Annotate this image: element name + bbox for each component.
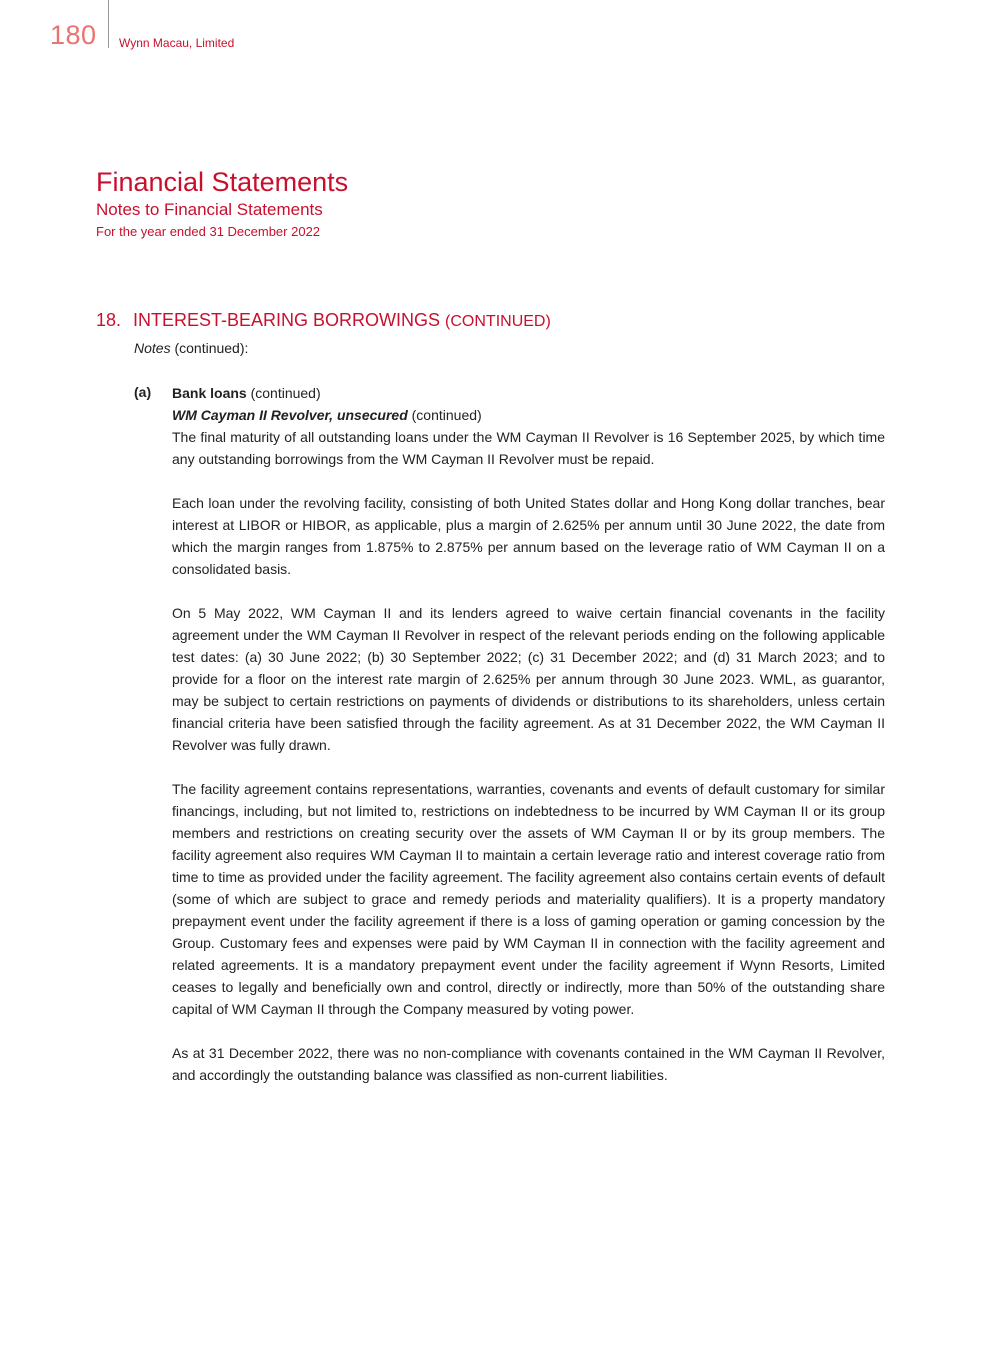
notes-label: Notes (134, 340, 171, 356)
item-subheading (172, 404, 885, 426)
page-number: 180 (50, 20, 97, 50)
item-heading-suffix: (continued) (250, 385, 321, 401)
title-block (96, 166, 348, 241)
item-subheading-suffix: (continued) (411, 407, 482, 423)
page-title: Financial Statements (96, 167, 349, 197)
note-content (172, 382, 885, 1108)
paragraph-waiver: On 5 May 2022, WM Cayman II and its lenders agreed to waive certain financial covenants in the facility agreement under the WM Cayman II Revolver in respect of the relevant periods ending on the following applicable test dates: (a) 30 June 2022; (b) 30 September 2022; (c) 31 December 2022; and (d) 31 March 2023; and to provide for a floor on the interest rate margin of 2.625% per annum through 30 June 2023. WML, as guarantor, may be subject to certain restrictions on payments of dividends or distributions to its shareholders, unless certain financial criteria have been satisfied through the facility agreement. As at 31 December 2022, the WM Cayman II Revolver was fully drawn. (172, 605, 885, 753)
section-title: INTEREST-BEARING BORROWINGS (133, 310, 441, 330)
section-number: 18. (96, 310, 122, 330)
notes-suffix: (continued): (174, 340, 249, 356)
header-divider (108, 0, 109, 48)
item-label: (a) (134, 384, 152, 400)
paragraph-interest: Each loan under the revolving facility, consisting of both United States dollar and Hong Kong dollar tranches, bear interest at LIBOR or HIBOR, as applicable, plus a margin of 2.625% per annum until 30 June 2022, the date from which the margin ranges from 1.875% to 2.875% per annum based on the leverage ratio of WM Cayman II on a consolidated basis. (172, 495, 885, 577)
paragraph-compliance: As at 31 December 2022, there was no non-compliance with covenants contained in the WM Cayman II Revolver, and accordingly the outstanding balance was classified as non-current liabilities. (172, 1045, 885, 1083)
paragraph-covenants: The facility agreement contains representations, warranties, covenants and events of default customary for similar financings, including, but not limited to, restrictions on indebtedness to be incurred by WM Cayman II or its group members and restrictions on creating security over the assets of WM Cayman II or by its group members. The facility agreement also requires WM Cayman II to maintain a certain leverage ratio and interest coverage ratio from time to time as provided under the facility agreement. The facility agreement also contains certain events of default (some of which are subject to grace and remedy periods and materiality qualifiers). It is a property mandatory prepayment event under the facility agreement if there is a loss of gaming operation or gaming concession by the Group. Customary fees and expenses were paid by WM Cayman II in connection with the facility agreement and related agreements. It is a mandatory prepayment event under the facility agreement if Wynn Resorts, Limited ceases to legally and beneficially own and control, directly or indirectly, more than 50% of the outstanding share capital of WM Cayman II through the Company measured by voting power. (172, 781, 885, 1017)
company-name: Wynn Macau, Limited (119, 36, 235, 50)
item-heading (172, 382, 885, 404)
section-heading (96, 310, 551, 331)
paragraph-maturity: The final maturity of all outstanding loans under the WM Cayman II Revolver is 16 September 2025, by which time any outstanding borrowings from the WM Cayman II Revolver must be repaid. (172, 429, 885, 467)
reporting-period: For the year ended 31 December 2022 (96, 224, 321, 239)
page-subtitle: Notes to Financial Statements (96, 200, 323, 219)
item-heading-text: Bank loans (172, 385, 247, 401)
section-continued: (CONTINUED) (445, 313, 551, 330)
notes-line (134, 340, 248, 356)
item-subheading-text: WM Cayman II Revolver, unsecured (172, 407, 408, 423)
